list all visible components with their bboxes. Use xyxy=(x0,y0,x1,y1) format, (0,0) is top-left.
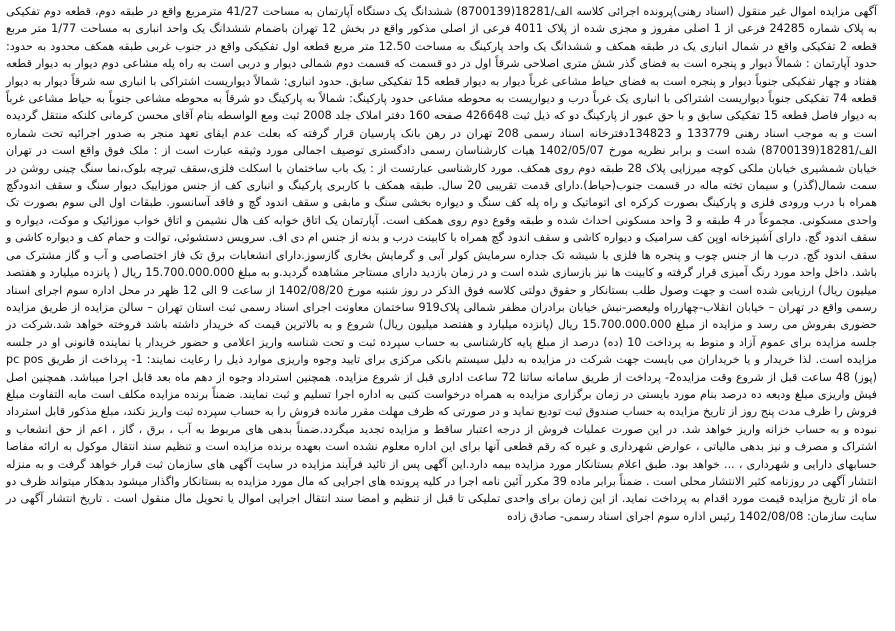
notice-body: آگهی مزایده اموال غیر منقول (اسناد رهنی)پرونده اجرائی کلاسه الف/18281(8700139) ششدانگ یک دستگاه آپارتمان به مساحت 41/27 مترمربع واقع در طبقه دوم، قطعه دوم تفکیکی به پلاک شماره 24285 فرعی از 1 اصلی مفروز و مجزی شده از پلاک 4011 فرعی از اصلی مذکور واقع در بخش 12 تهران باضمام ششدانگ یک واحد انباری به مساحت 1/77 متر مربع قطعه 2 تفکیکی واقع در شمال انباری یک در طبقه همکف و ششدانگ یک واحد پارکینگ به مساحت 12.50 متر مربع قطعه اول تفکیکی واقع در جنوب غربی طبقه همکف محدود به حدود: حدود آپارتمان : شمالاً دیوار و پنجره است به فضای گذر شش متری اصلاحی شرقاً اول در دو قسمت که قسمت دوم شمالی دیوار و دربی است به راه پله مشاعی دوم دیوار به دیوار قطعه هفتاد و چهار تفکیکی جنوباً دیوار و پنجره است به فضای حیاط مشاعی غرباً دیوار به دیوار قطعه 15 تفکیکی سابق. حدود انباری: شمالاً دیواریست اشتراکی با انباری سه شرقاً دیوار به دیوار قطعه 74 تفکیکی جنوباً دیواریست اشتراکی با انباری یک غرباً درب و دیواریست به محوطه مشاعی حدود پارکینگ: شمالاً به پارکینگ دو شرقاً به محوطه مشاعی جنوباً به حیاط مشاعی غرباً به دیوار فاصل قطعه 15 تفکیکی سابق و با حق عبور از پارکینگ دو که ذیل ثبت 426648 صفحه 160 دفتر املاک جلد 2008 ثبت ومع الواسطه بنام آقای محسن کرمانی کلنکه منتقل گردیده است و به موجب اسناد رهنی 133779 و 134823دفترخانه اسناد رسمی 208 تهران در رهن بانک پارسیان قرار گرفته که بعلت عدم ایفای تعهد منجر به صدور اجرائیه تحت شماره الف/18281(8700139) شده است و برابر نظریه مورخ 1402/05/07 هیات کارشناسان رسمی دادگستری توصیف اجمالی مورد وثیقه عبارت است از : ملک فوق واقع است در تهران خیابان شمشیری خیابان ملکی کوچه میرزایی پلاک 28 طبقه دوم روی همکف. مورد کارشناسی عبارتست از : یک باب ساختمان با اسکلت فلزی،سقف تیرچه بلوک،نما سنگ چینی روشن در سمت شمال(گذر) و سیمان تخته ماله در قسمت جنوب(حیاط).دارای قدمت تقریبی 20 سال. طبقه همکف با کاربری پارکینگ و انباری کف از جنس موزاییک دیوار سنگ و سقف اندودگچ همراه با درب ورودی فلزی و پارکینگ بصورت کرکره ای اتوماتیک و راه پله کف سنگ و دیواره بخشی سنگ و مابقی و سقف اندود گچ و فاقد آسانسور. طبقات اول الی سوم بصورت تک واحدی مسکونی. مجموعاً در 4 طبقه و 3 واحد مسکونی احداث شده و طبقه وقوع دوم روی همکف است. آپارتمان یک اتاق خوابه کف هال نشیمن و اتاق خواب موزائیک و موکت، دیواره و سقف اندود گچ. دارای آشپزخانه اوپن کف سرامیک و دیواره کاشی و سقف اندود گچ همراه با کابینت درب و بدنه از جنس ام دی اف. سرویس دستشوئی، توالت و حمام کف و دیواره کاشی و سقف اندود گچ. درب ها از جنس چوب و پنجره ها فلزی با شیشه تک جداره سرمایش کولر آبی و گرمایش بخاری گازسوز.دارای انشعابات برق تک فاز اختصاصی و آب و گاز مشترک می باشد. داخل واحد مورد رنگ آمیزی قرار گرفته و کابینت ها نیز بازسازی شده است و در زمان بازدید دارای مستاجر مشاهده گردید.و به مبلغ 15.700.000.000 ریال ( پانزده میلیارد و هفتصد میلیون ریال) ارزیابی شده است و جهت وصول طلب بستانکار و حقوق دولتی کلاسه فوق الذکر در روز شنبه مورخ 1402/08/20 از ساعت 9 الی 12 ظهر در محل اداره سوم اجرای اسناد رسمی واقع در تهران – خیابان انقلاب-چهارراه ولیعصر-نبش خیابان برادران مظفر شمالی پلاک919 ساختمان معاونت اجرای اسناد رسمی ثبت استان تهران – سالن مزایده از طریق مزایده حضوری بفروش می رسد و مزایده از مبلغ 15.700.000.000 ریال (پانزده میلیارد و هفتصد میلیون ریال) شروع و به بالاترین قیمت که خریدار داشته باشد فروخته خواهد شد.شرکت در جلسه مزایده برای عموم آزاد و منوط به پرداخت 10 (ده) درصد از مبلغ پایه کارشناسی به حساب سپرده ثبت و تحت شناسه واریز اعلامی و حضور خریدار یا نماینده قانونی او در جلسه مزایده است. لذا خریدار و یا خریداران می بایست جهت شرکت در مزایده به دلیل سیستم بانکی مرکزی برای تایید وجوه واریزی موارد ذیل را رعایت نمایند: 1- پرداخت از طریق pc pos (پوز) 48 ساعت قبل از شروع وقت مزایده2- پرداخت از طریق سامانه ساتنا 72 ساعت اداری قبل از شروع مزایده. همچنین استرداد وجوه از دهم ماه بعد قابل اجرا میباشد. همچنین اصل فیش واریزی مبلغ ودیعه ده درصد بنام مورد بایستی در زمان برگزاری مزایده به همراه درخواست کتبی به اداره اجرا تسلیم و ثبت نمایند. ضمناً برنده مزایده مکلف است مابه التفاوت مبلغ فروش را ظرف مدت پنج روز از تاریخ مزایده به حساب صندوق ثبت تودیع نماید و در صورتی که ظرف مهلت مقرر مانده فروش را به حساب سپرده ثبت واریز نکند، مبلغ مذکور قابل استرداد نبوده و به حساب خزانه واریز خواهد شد. در این صورت عملیات فروش از درجه اعتبار ساقط و مزایده تجدید میگردد.ضمناً بدهی های مربوط به آب ، برق ، گاز ، اعم از حق انشعاب و اشتراک و مصرف و نیز بدهی مالیاتی ، عوارض شهرداری و غیره که رقم قطعی آنها برای این اداره معلوم نشده است بعهده برنده مزایده است و تنظیم سند انتقال موکول به ارائه مفاصا حسابهای دارایی و شهرداری ، ... خواهد بود. طبق اعلام بستانکار مورد مزایده بیمه دارد.این آگهی پس از تائید فرآیند مزایده در سایت آگهی های سازمان ثبت قرار خواهد گرفت و به منزله انتشار آگهی در روزنامه کثیر الانتشار محلی است . ضمناً برابر ماده 39 مکرر آئین نامه اجرا در کلیه پرونده های اجرایی که مال مورد مزایده به بستانکار واگذار میشود بدهکار میتواند ظرف دو ماه از تاریخ مزایده قیمت مورد اقدام به پرداخت نماید. از این زمان برای واحدی تملیکی تا قبل از تنظیم و امضا سند انتقال اجرایی اموال یا تحویل مال منقول است . تاریخ انتشار آگهی در سایت سازمان: 1402/08/08 رئیس اداره سوم اجرای اسناد رسمی- صادق زاده xyxy=(6,5,878,523)
